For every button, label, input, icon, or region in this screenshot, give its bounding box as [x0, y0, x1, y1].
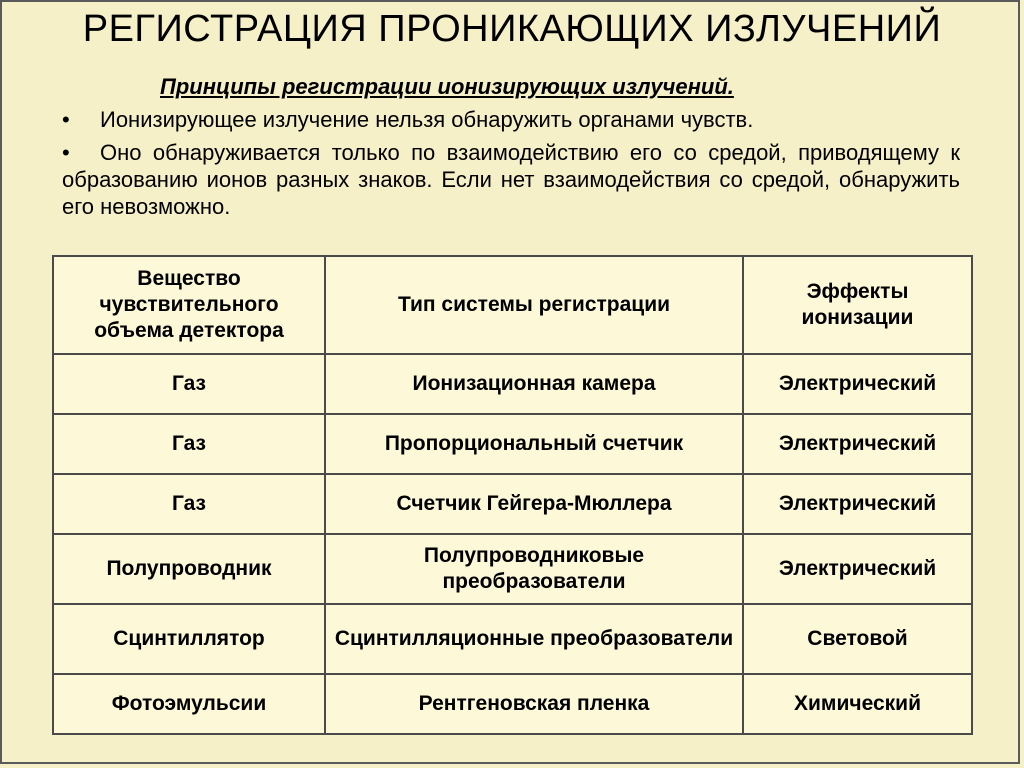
- table-row: [53, 414, 972, 474]
- bullet-dot: •: [62, 107, 70, 132]
- cell-effect: Световой: [743, 604, 972, 674]
- header-effect: Эффекты ионизации: [743, 256, 972, 354]
- cell-effect: Электрический: [743, 354, 972, 414]
- header-system-type: Тип системы регистрации: [325, 256, 743, 354]
- slide-subtitle: Принципы регистрации ионизирующих излучений.: [160, 74, 734, 99]
- cell-substance: Газ: [53, 354, 325, 414]
- cell-substance: Фотоэмульсии: [53, 674, 325, 734]
- cell-substance: Полупроводник: [53, 534, 325, 604]
- cell-effect: Электрический: [743, 534, 972, 604]
- bullet-text: Оно обнаруживается только по взаимодействию его со средой, приводящему к образованию ионов разных знаков. Если нет взаимодействия со средой, обнаружить его невозможно.: [62, 140, 960, 219]
- table-header-row: [53, 256, 972, 354]
- cell-substance: Сцинтиллятор: [53, 604, 325, 674]
- bullet-text: Ионизирующее излучение нельзя обнаружить органами чувств.: [100, 107, 754, 132]
- bullet-item: [62, 139, 960, 220]
- table-row: [53, 534, 972, 604]
- cell-effect: Электрический: [743, 414, 972, 474]
- cell-system-type: Рентгеновская пленка: [325, 674, 743, 734]
- cell-substance: Газ: [53, 414, 325, 474]
- table-row: [53, 604, 972, 674]
- bullet-dot: •: [62, 140, 70, 165]
- cell-system-type: Ионизационная камера: [325, 354, 743, 414]
- cell-effect: Химический: [743, 674, 972, 734]
- slide-title: РЕГИСТРАЦИЯ ПРОНИКАЮЩИХ ИЗЛУЧЕНИЙ: [82, 8, 942, 50]
- table-row: [53, 354, 972, 414]
- detector-table: [52, 255, 973, 735]
- cell-system-type: Полупроводниковые преобразователи: [325, 534, 743, 604]
- cell-system-type: Пропорциональный счетчик: [325, 414, 743, 474]
- table-row: [53, 674, 972, 734]
- cell-system-type: Сцинтилляционные преобразователи: [325, 604, 743, 674]
- bullet-list: [62, 106, 960, 220]
- header-substance: Вещество чувствительного объема детектора: [53, 256, 325, 354]
- table-row: [53, 474, 972, 534]
- cell-system-type: Счетчик Гейгера-Мюллера: [325, 474, 743, 534]
- cell-effect: Электрический: [743, 474, 972, 534]
- bullet-item: [62, 106, 960, 133]
- cell-substance: Газ: [53, 474, 325, 534]
